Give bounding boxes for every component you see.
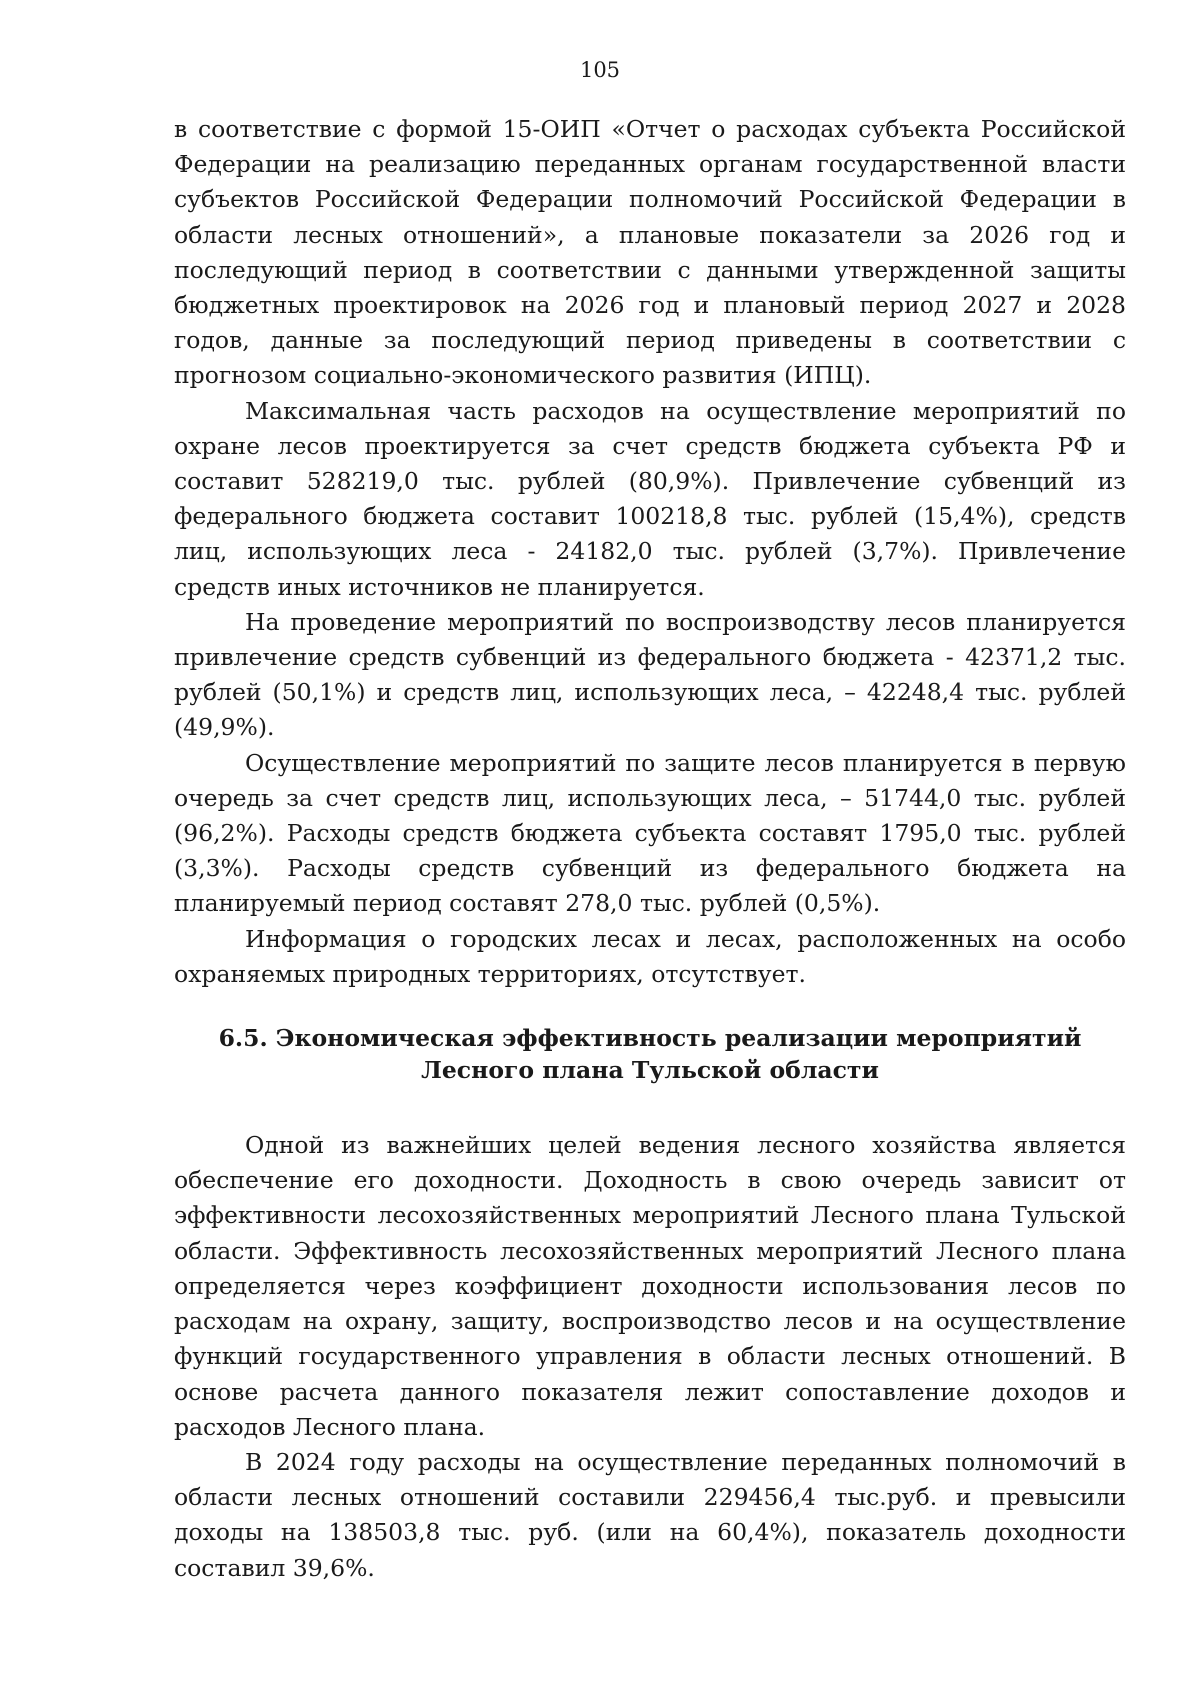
paragraph-5: Информация о городских лесах и лесах, расположенных на особо охраняемых природных территориях, отсутствует. (174, 924, 1126, 988)
page-content (174, 112, 1126, 1586)
paragraph-2: Максимальная часть расходов на осуществление мероприятий по охране лесов проектируется за счет средств бюджета субъекта РФ и составит 528219,0 тыс. рублей (80,9%). Привлечение субвенций из федерального бюджета составит 100218,8 тыс. рублей (15,4%), средств лиц, использующих леса - 24182,0 тыс. рублей (3,7%). Привлечение средств иных источников не планируется. (174, 396, 1126, 601)
paragraph-6: Одной из важнейших целей ведения лесного хозяйства является обеспечение его доходности. Доходность в свою очередь зависит от эффективности лесохозяйственных мероприятий Лесного плана Тульской области. Эффективность лесохозяйственных мероприятий Лесного плана определяется через коэффициент доходности использования лесов по расходам на охрану, защиту, воспроизводство лесов и на осуществление функций государственного управления в области лесных отношений. В основе расчета данного показателя лежит сопоставление доходов и расходов Лесного плана. (174, 1131, 1126, 1441)
paragraph-3: На проведение мероприятий по воспроизводству лесов планируется привлечение средств субвенций из федерального бюджета - 42371,2 тыс. рублей (50,1%) и средств лиц, использующих леса, – 42248,4 тыс. рублей (49,9%). (174, 607, 1126, 742)
paragraph-1: в соответствие с формой 15-ОИП «Отчет о расходах субъекта Российской Федерации на реализацию переданных органам государственной власти субъектов Российской Федерации полномочий Российской Федерации в области лесных отношений», а плановые показатели за 2026 год и последующий период в соответствии с данными утвержденной защиты бюджетных проектировок на 2026 год и плановый период 2027 и 2028 годов, данные за последующий период приведены в соответствии с прогнозом социально-экономического развития (ИПЦ). (174, 115, 1126, 390)
paragraph-4: Осуществление мероприятий по защите лесов планируется в первую очередь за счет средств лиц, использующих леса, – 51744,0 тыс. рублей (96,2%). Расходы средств бюджета субъекта составят 1795,0 тыс. рублей (3,3%). Расходы средств субвенций из федерального бюджета на планируемый период составят 278,0 тыс. рублей (0,5%). (174, 748, 1126, 918)
paragraph-7: В 2024 году расходы на осуществление переданных полномочий в области лесных отношений составили 229456,4 тыс.руб. и превысили доходы на 138503,8 тыс. руб. (или на 60,4%), показатель доходности составил 39,6%. (174, 1447, 1126, 1582)
page-number: 105 (579, 58, 621, 82)
section-heading-line-2: Лесного плана Тульской области (421, 1056, 879, 1085)
section-heading-line-1: 6.5. Экономическая эффективность реализации мероприятий (218, 1024, 1082, 1053)
section-heading (174, 1022, 1126, 1086)
